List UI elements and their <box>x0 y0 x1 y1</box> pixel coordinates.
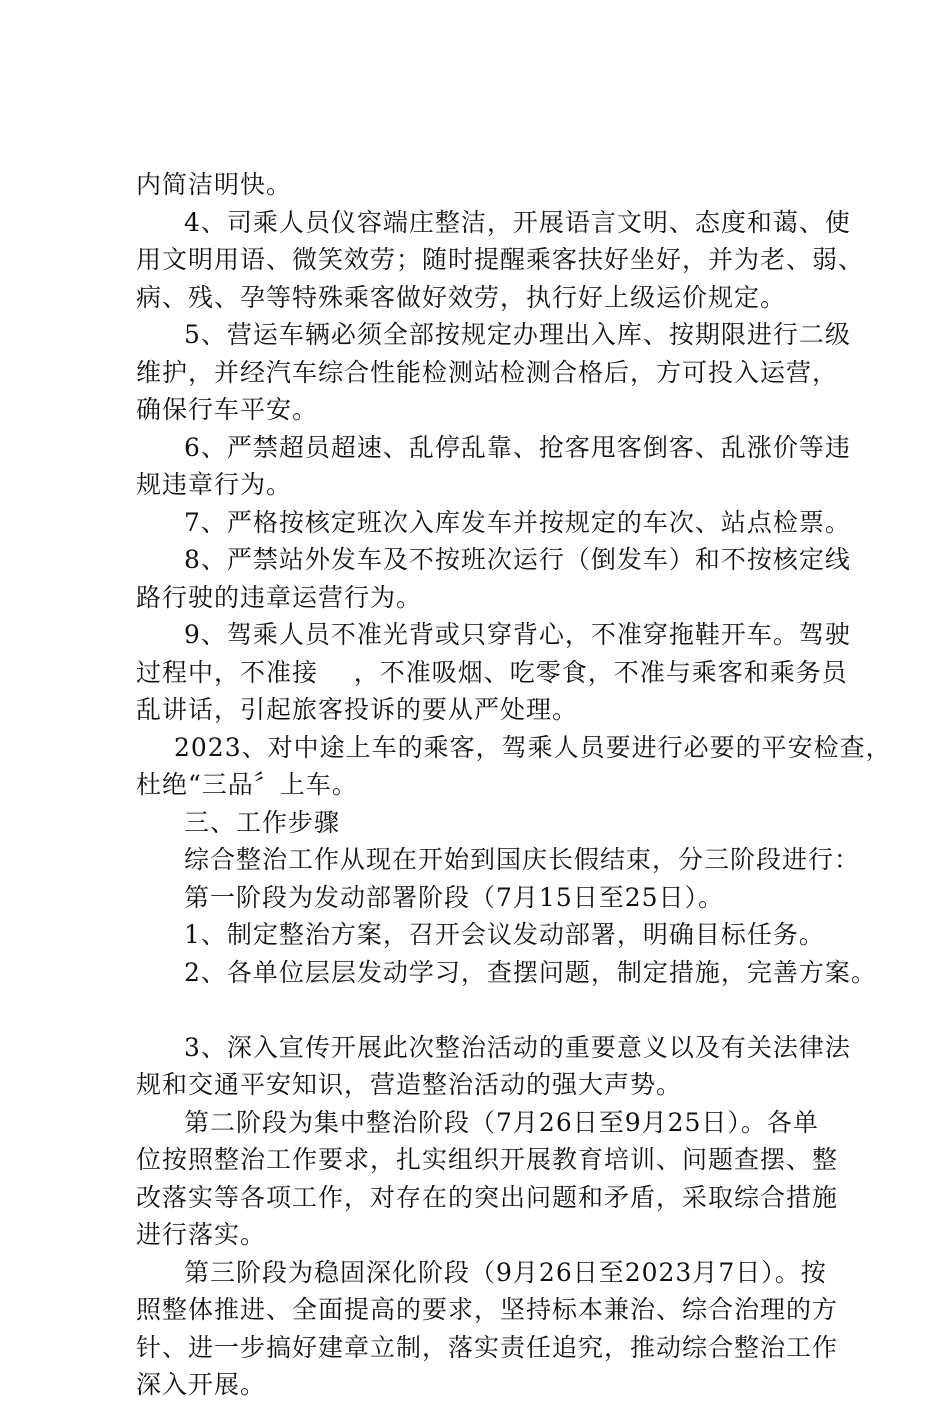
text-line: 乱讲话，引起旅客投诉的要从严处理。 <box>136 695 579 724</box>
paragraph-item-5: 5、营运车辆必须全部按规定办理出入库、按期限进行二级 <box>184 320 851 349</box>
paragraph-item-6: 6、严禁超员超速、乱停乱靠、抢客甩客倒客、乱涨价等违 <box>184 432 851 462</box>
text-line: 维护，并经汽车综合性能检测站检测合格后，方可投入运营， <box>136 357 839 387</box>
paragraph-overview: 综合整治工作从现在开始到国庆长假结束，分三阶段进行： <box>184 845 861 874</box>
phase-one-heading: 第一阶段为发动部署阶段（7月15日至25日）。 <box>184 882 725 912</box>
blank-line <box>136 991 836 1029</box>
paragraph-item-2023: 2023、对中途上车的乘客，驾乘人员要进行必要的平安检查， <box>174 732 892 762</box>
phase-one-item-2: 2、各单位层层发动学习，查摆问题，制定措施，完善方案。 <box>184 957 877 987</box>
phase-one-item-1: 1、制定整治方案，召开会议发动部署，明确目标任务。 <box>184 920 825 949</box>
text-line: 路行驶的违章运营行为。 <box>136 582 423 612</box>
text-line: 针、进一步搞好建章立制，落实责任追究，推动综合整治工作 <box>136 1332 839 1362</box>
text-line: 用文明用语、微笑效劳；随时提醒乘客扶好坐好，并为老、弱、 <box>136 245 865 274</box>
phase-one-item-3: 3、深入宣传开展此次整治活动的重要意义以及有关法律法 <box>184 1032 851 1062</box>
text-line: 病、残、孕等特殊乘客做好效劳，执行好上级运价规定。 <box>136 282 787 312</box>
text-line: 深入开展。 <box>136 1370 267 1399</box>
paragraph-item-7: 7、严格按核定班次入库发车并按规定的车次、站点检票。 <box>184 507 851 537</box>
text-line: 规和交通平安知识，营造整治活动的强大声势。 <box>136 1070 683 1099</box>
phase-three-paragraph: 第三阶段为稳固深化阶段（9月26日至2023月7日）。按 <box>184 1257 827 1287</box>
text-line: 确保行车平安。 <box>136 395 319 424</box>
paragraph-item-8: 8、严禁站外发车及不按班次运行（倒发车）和不按核定线 <box>184 545 851 574</box>
paragraph-item-4: 4、司乘人员仪容端庄整洁，开展语言文明、态度和蔼、使 <box>184 207 851 237</box>
phase-two-paragraph: 第二阶段为集中整治阶段（7月26日至9月25日）。各单 <box>184 1107 819 1137</box>
text-line: 照整体推进、全面提高的要求，坚持标本兼治、综合治理的方 <box>136 1295 839 1324</box>
document-body <box>136 166 892 1404</box>
text-line: 过程中，不准接 ，不准吸烟、吃零食，不准与乘客和乘务员 <box>136 657 848 687</box>
text-line: 位按照整治工作要求，扎实组织开展教育培训、问题查摆、整 <box>136 1145 839 1174</box>
paragraph-item-9: 9、驾乘人员不准光背或只穿背心，不准穿拖鞋开车。驾驶 <box>184 620 851 649</box>
text-line: 规违章行为。 <box>136 470 293 499</box>
text-line: 内简洁明快。 <box>136 170 293 199</box>
text-line: 进行落实。 <box>136 1220 267 1249</box>
section-heading: 三、工作步骤 <box>184 807 341 837</box>
text-line: 杜绝“三品〞上车。 <box>136 770 358 799</box>
text-line: 改落实等各项工作，对存在的突出问题和矛盾，采取综合措施 <box>136 1182 839 1212</box>
